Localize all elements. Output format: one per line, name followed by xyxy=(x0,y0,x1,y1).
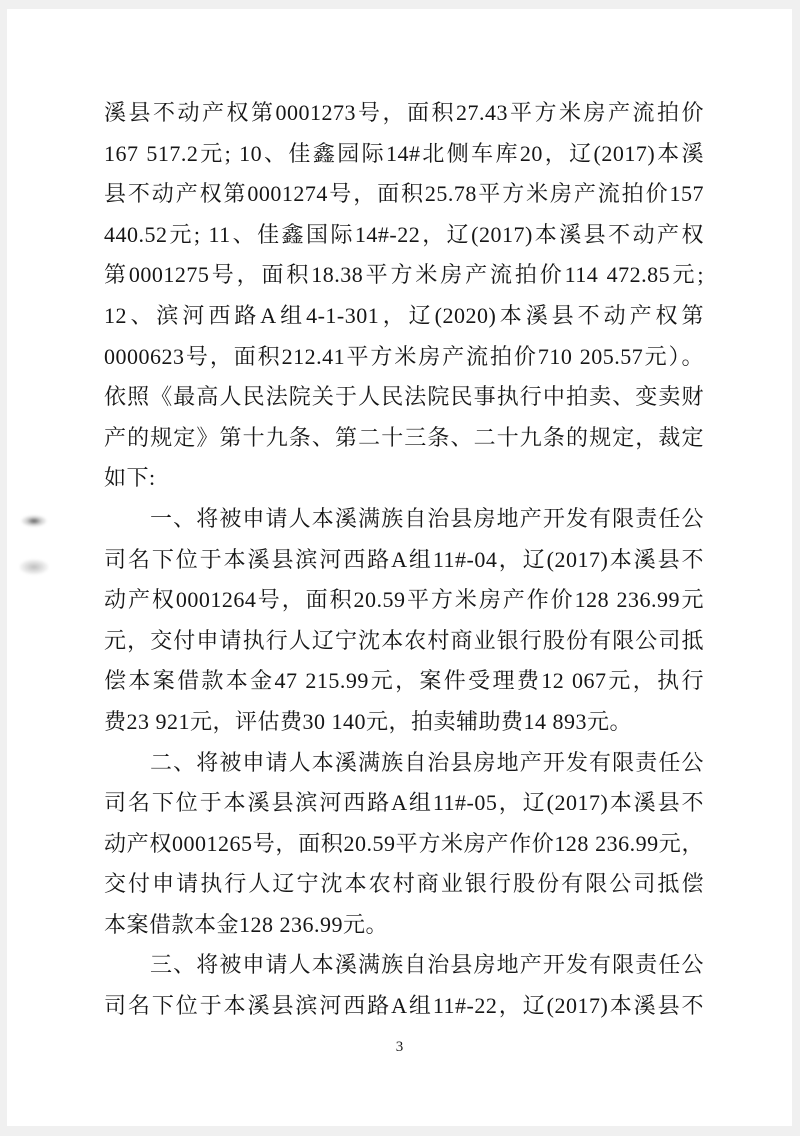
body-line: 依照《最高人民法院关于人民法院民事执行中拍卖、变卖财 xyxy=(104,384,704,410)
body-line: 三、将被申请人本溪满族自治县房地产开发有限责任公 xyxy=(150,952,704,978)
body-line: 动产权0001265号，面积20.59平方米房产作价128 236.99元， xyxy=(104,830,704,856)
scan-smudge xyxy=(19,559,49,575)
body-line: 偿本案借款本金47 215.99元，案件受理费12 067元，执行 xyxy=(104,668,704,694)
body-line: 本案借款本金128 236.99元。 xyxy=(104,911,389,937)
body-line: 二、将被申请人本溪满族自治县房地产开发有限责任公 xyxy=(150,749,704,775)
body-line: 440.52元; 11、佳鑫国际14#-22，辽(2017)本溪县不动产权 xyxy=(104,221,704,247)
scan-smudge xyxy=(21,515,47,527)
body-line: 产的规定》第十九条、第二十三条、二十九条的规定，裁定 xyxy=(104,424,704,450)
body-line: 一、将被申请人本溪满族自治县房地产开发有限责任公 xyxy=(150,505,704,531)
body-line: 第0001275号，面积18.38平方米房产流拍价114 472.85元; xyxy=(104,262,704,288)
body-line: 167 517.2元; 10、佳鑫园际14#北侧车库20，辽(2017)本溪 xyxy=(104,140,704,166)
body-line: 司名下位于本溪县滨河西路A组11#-04，辽(2017)本溪县不 xyxy=(104,546,704,572)
body-line: 动产权0001264号，面积20.59平方米房产作价128 236.99元 xyxy=(104,587,704,613)
body-line: 12、滨河西路A组4-1-301，辽(2020)本溪县不动产权第 xyxy=(104,302,704,328)
body-line: 司名下位于本溪县滨河西路A组11#-05，辽(2017)本溪县不 xyxy=(104,790,704,816)
body-line: 司名下位于本溪县滨河西路A组11#-22，辽(2017)本溪县不 xyxy=(104,993,704,1019)
ruling-body-text xyxy=(104,93,704,1027)
body-line: 0000623号，面积212.41平方米房产流拍价710 205.57元）。 xyxy=(104,343,704,369)
body-line: 交付申请执行人辽宁沈本农村商业银行股份有限公司抵偿 xyxy=(104,871,704,897)
body-line: 费23 921元，评估费30 140元，拍卖辅助费14 893元。 xyxy=(104,708,633,734)
body-line: 县不动产权第0001274号，面积25.78平方米房产流拍价157 xyxy=(104,181,704,207)
body-line: 溪县不动产权第0001273号，面积27.43平方米房产流拍价 xyxy=(104,100,704,125)
body-line: 元，交付申请执行人辽宁沈本农村商业银行股份有限公司抵 xyxy=(104,627,704,653)
body-line: 如下: xyxy=(104,465,156,491)
page-number: 3 xyxy=(395,1039,404,1055)
document-page xyxy=(7,9,792,1126)
